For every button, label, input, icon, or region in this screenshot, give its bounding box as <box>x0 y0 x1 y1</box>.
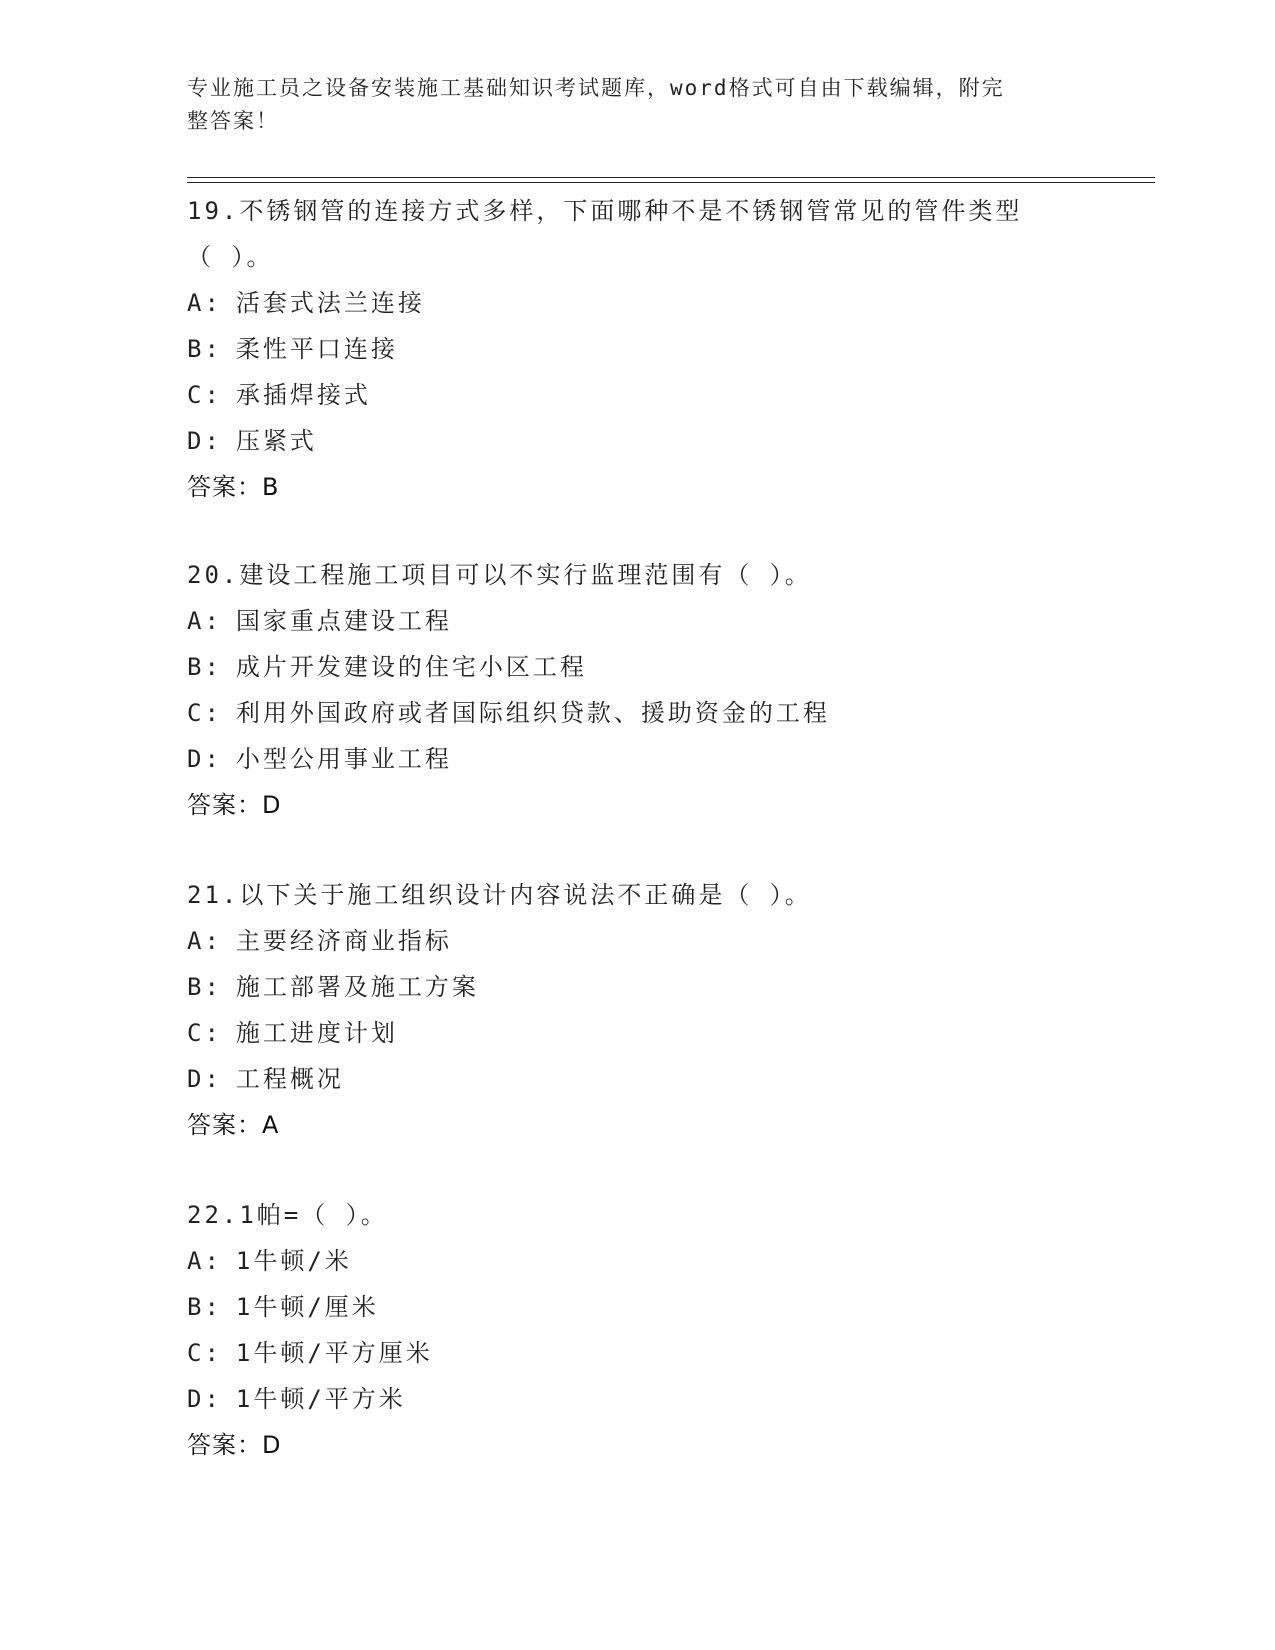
option-key: A: <box>187 1247 222 1275</box>
option-text: 国家重点建设工程 <box>235 607 452 635</box>
answer: 答案：B <box>187 473 280 501</box>
answer: 答案：D <box>187 791 282 819</box>
option-key: C: <box>187 699 222 727</box>
document-header <box>187 72 1067 138</box>
header-line-2: 整答案！ <box>187 109 279 133</box>
option-key: A: <box>187 289 222 317</box>
option-a <box>187 598 1087 644</box>
option-text: 1牛顿/平方厘米 <box>235 1339 433 1367</box>
option-d <box>187 1376 1087 1422</box>
option-text: 施工部署及施工方案 <box>235 973 479 1001</box>
option-c <box>187 372 1087 418</box>
option-key: C: <box>187 1019 222 1047</box>
option-key: D: <box>187 427 222 455</box>
option-c <box>187 1330 1087 1376</box>
option-text: 承插焊接式 <box>235 381 371 409</box>
header-divider-top <box>187 177 1155 178</box>
option-text: 成片开发建设的住宅小区工程 <box>235 653 587 681</box>
option-b <box>187 1284 1087 1330</box>
option-text: 1牛顿/厘米 <box>235 1293 379 1321</box>
option-a <box>187 1238 1087 1284</box>
option-a <box>187 280 1087 326</box>
question-19 <box>187 188 1087 510</box>
option-text: 1牛顿/平方米 <box>235 1385 406 1413</box>
question-21 <box>187 872 1087 1148</box>
question-text-continued: （ ）。 <box>187 243 274 271</box>
option-b <box>187 644 1087 690</box>
question-text: 19.不锈钢管的连接方式多样，下面哪种不是不锈钢管常见的管件类型 <box>187 197 1023 225</box>
option-d <box>187 1056 1087 1102</box>
option-key: B: <box>187 335 222 363</box>
option-text: 柔性平口连接 <box>235 335 398 363</box>
option-c <box>187 1010 1087 1056</box>
option-d <box>187 736 1087 782</box>
question-20 <box>187 552 1087 828</box>
answer: 答案：A <box>187 1111 280 1139</box>
option-key: D: <box>187 1385 222 1413</box>
option-text: 利用外国政府或者国际组织贷款、援助资金的工程 <box>235 699 830 727</box>
option-key: A: <box>187 607 222 635</box>
option-text: 压紧式 <box>235 427 317 455</box>
option-key: B: <box>187 1293 222 1321</box>
option-b <box>187 964 1087 1010</box>
option-text: 工程概况 <box>235 1065 344 1093</box>
question-text: 20.建设工程施工项目可以不实行监理范围有（ ）。 <box>187 561 812 589</box>
option-d <box>187 418 1087 464</box>
option-key: B: <box>187 653 222 681</box>
option-key: D: <box>187 1065 222 1093</box>
option-key: C: <box>187 381 222 409</box>
option-key: A: <box>187 927 222 955</box>
option-key: D: <box>187 745 222 773</box>
option-key: B: <box>187 973 222 1001</box>
option-text: 活套式法兰连接 <box>235 289 425 317</box>
option-text: 1牛顿/米 <box>235 1247 352 1275</box>
answer: 答案：D <box>187 1431 282 1459</box>
option-c <box>187 690 1087 736</box>
header-line-1: 专业施工员之设备安装施工基础知识考试题库，word格式可自由下载编辑，附完 <box>187 76 1005 100</box>
option-a <box>187 918 1087 964</box>
option-text: 主要经济商业指标 <box>235 927 452 955</box>
header-divider-bottom <box>187 182 1155 183</box>
option-b <box>187 326 1087 372</box>
question-text: 21.以下关于施工组织设计内容说法不正确是（ ）。 <box>187 881 812 909</box>
question-text: 22.1帕=（ ）。 <box>187 1201 388 1229</box>
question-22 <box>187 1192 1087 1468</box>
option-text: 施工进度计划 <box>235 1019 398 1047</box>
option-key: C: <box>187 1339 222 1367</box>
option-text: 小型公用事业工程 <box>235 745 452 773</box>
